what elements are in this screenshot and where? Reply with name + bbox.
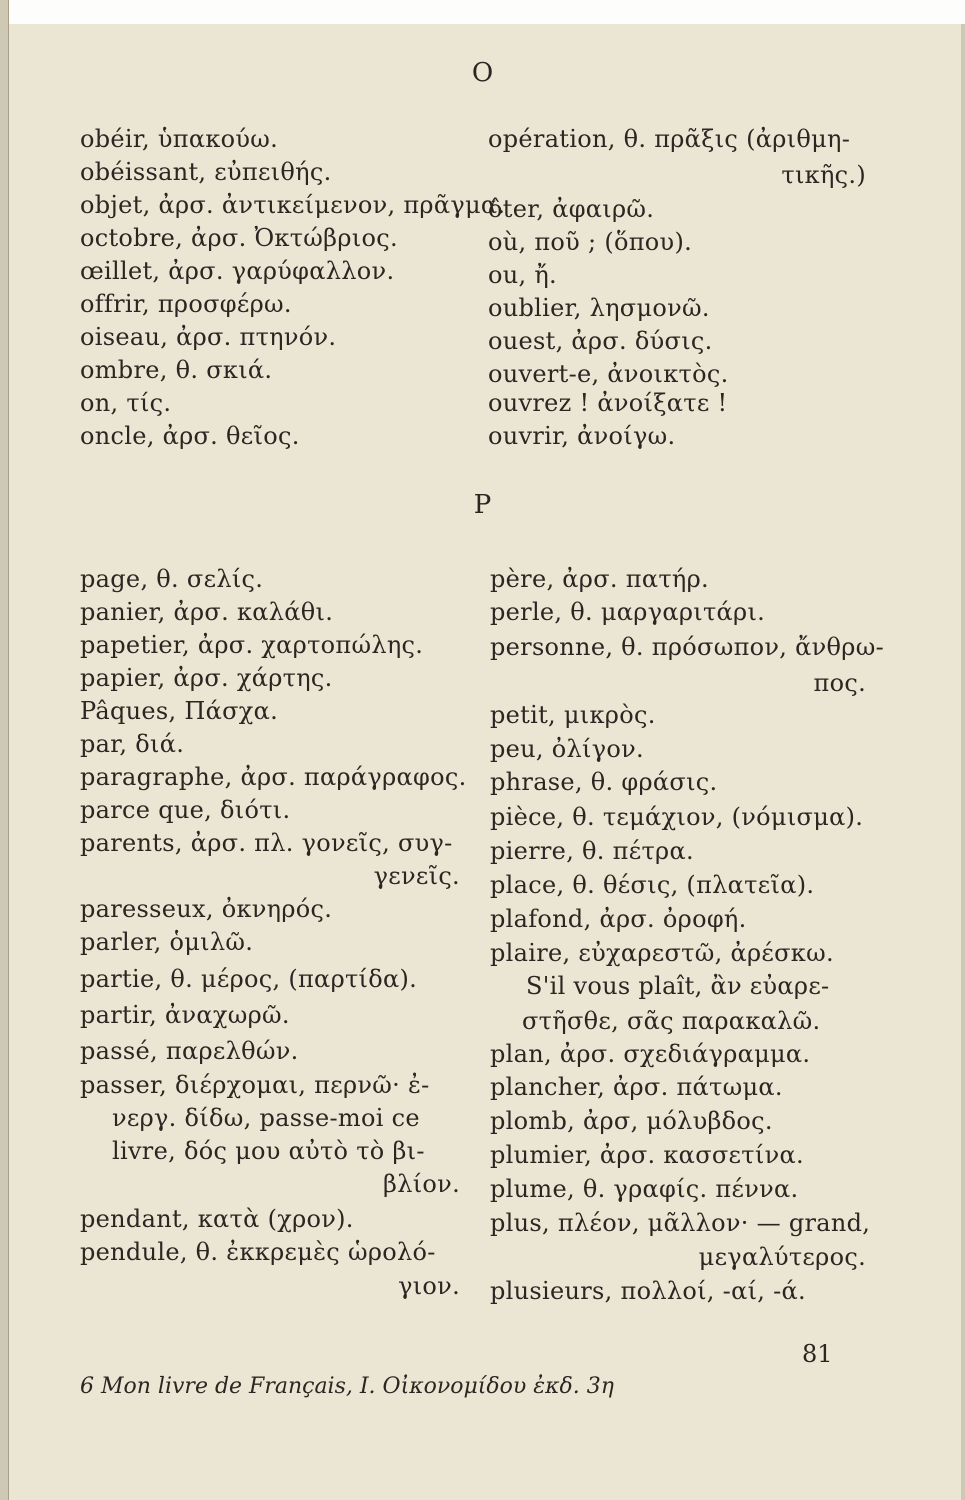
entry-line: peu, ὀλίγον.	[490, 735, 644, 763]
entry-line: place, θ. θέσις, (πλατεῖα).	[490, 871, 815, 899]
entry-line: père, ἀρσ. πατήρ.	[490, 565, 709, 593]
entry-line: obéir, ὑπακούω.	[80, 125, 279, 153]
entry-line: paresseux, ὀκνηρός.	[80, 895, 333, 923]
scan-top-edge	[0, 0, 965, 24]
entry-line: on, τίς.	[80, 389, 172, 417]
entry-line: γενεῖς.	[373, 862, 460, 890]
entry-line: livre, δός μου αὐτὸ τὸ βι-	[112, 1137, 425, 1165]
entry-line: Pâques, Πάσχα.	[80, 697, 279, 725]
entry-line: par, διά.	[80, 730, 185, 758]
entry-line: octobre, ἀρσ. Ὀκτώβριος.	[80, 224, 398, 252]
entry-line: partir, ἀναχωρῶ.	[80, 1001, 290, 1029]
entry-line: page, θ. σελίς.	[80, 565, 264, 593]
entry-line: oublier, λησμονῶ.	[488, 294, 710, 322]
page-number: 81	[802, 1340, 833, 1368]
entry-line: πος.	[813, 669, 866, 697]
entry-line: γιον.	[398, 1272, 460, 1300]
entry-line: papetier, ἀρσ. χαρτοπώλης.	[80, 631, 424, 659]
entry-line: oncle, ἀρσ. θεῖος.	[80, 422, 300, 450]
entry-line: opération, θ. πρᾶξις (ἀριθμη-	[488, 125, 851, 153]
entry-line: ou, ἤ.	[488, 261, 557, 289]
entry-line: τικῆς.)	[781, 161, 866, 189]
entry-line: plancher, ἀρσ. πάτωμα.	[490, 1073, 783, 1101]
book-spine-edge	[0, 0, 9, 1500]
entry-line: plaire, εὐχαρεστῶ, ἀρέσκω.	[490, 939, 834, 967]
entry-line: papier, ἀρσ. χάρτης.	[80, 664, 333, 692]
entry-line: obéissant, εὐπειθής.	[80, 158, 332, 186]
entry-line: S'il vous plaît, ἂν εὐαρε-	[526, 972, 830, 1000]
page-right-edge	[961, 24, 965, 1500]
entry-line: objet, ἀρσ. ἀντικείμενον, πρᾶγμα.	[80, 191, 506, 219]
entry-line: plume, θ. γραφίς. πέννα.	[490, 1175, 799, 1203]
entry-line: ouvrez ! ἀνοίξατε !	[488, 389, 728, 417]
entry-line: panier, ἀρσ. καλάθι.	[80, 598, 334, 626]
entry-line: plan, ἀρσ. σχεδιάγραμμα.	[490, 1040, 811, 1068]
section-letter-o: O	[471, 58, 494, 88]
entry-line: petit, μικρὸς.	[490, 701, 656, 729]
entry-line: στῆσθε, σᾶς παρακαλῶ.	[522, 1007, 821, 1035]
entry-line: pendule, θ. ἐκκρεμὲς ὡρολό-	[80, 1238, 436, 1266]
entry-line: plomb, ἀρσ, μόλυβδος.	[490, 1107, 773, 1135]
entry-line: νεργ. δίδω, passe-moi ce	[112, 1104, 420, 1132]
entry-line: perle, θ. μαργαριτάρι.	[490, 598, 766, 626]
entry-line: passer, διέρχομαι, περνῶ· ἐ-	[80, 1071, 430, 1099]
entry-line: ôter, ἀφαιρῶ.	[488, 195, 655, 223]
entry-line: personne, θ. πρόσωπον, ἄνθρω-	[490, 633, 884, 661]
entry-line: œillet, ἀρσ. γαρύφαλλον.	[80, 257, 395, 285]
entry-line: où, ποῦ ; (ὅπου).	[488, 228, 693, 256]
entry-line: pièce, θ. τεμάχιον, (νόμισμα).	[490, 803, 864, 831]
entry-line: passé, παρελθών.	[80, 1037, 299, 1065]
entry-line: plafond, ἀρσ. ὀροφή.	[490, 905, 747, 933]
entry-line: ouvrir, ἀνοίγω.	[488, 422, 676, 450]
entry-line: plus, πλέον, μᾶλλον· — grand,	[490, 1209, 871, 1237]
entry-line: offrir, προσφέρω.	[80, 290, 292, 318]
entry-line: plumier, ἀρσ. κασσετίνα.	[490, 1141, 804, 1169]
entry-line: plusieurs, πολλοί, -αί, -ά.	[490, 1277, 806, 1305]
entry-line: pendant, κατὰ (χρον).	[80, 1205, 354, 1233]
entry-line: partie, θ. μέρος, (παρτίδα).	[80, 965, 418, 993]
entry-line: pierre, θ. πέτρα.	[490, 837, 694, 865]
entry-line: paragraphe, ἀρσ. παράγραφος.	[80, 763, 467, 791]
entry-line: parents, ἀρσ. πλ. γονεῖς, συγ-	[80, 829, 453, 857]
entry-line: βλίον.	[383, 1170, 460, 1198]
entry-line: oiseau, ἀρσ. πτηνόν.	[80, 323, 337, 351]
footer-imprint: 6 Mon livre de Français, I. Οἰκονομίδου ἐκδ. 3η	[80, 1374, 614, 1399]
entry-line: ouest, ἀρσ. δύσις.	[488, 327, 713, 355]
entry-line: μεγαλύτερος.	[698, 1243, 866, 1271]
section-letter-p: P	[473, 490, 492, 520]
entry-line: parler, ὁμιλῶ.	[80, 928, 254, 956]
entry-line: parce que, διότι.	[80, 796, 291, 824]
entry-line: phrase, θ. φράσις.	[490, 768, 718, 796]
entry-line: ouvert-e, ἀνοικτὸς.	[488, 360, 729, 388]
entry-line: ombre, θ. σκιά.	[80, 356, 273, 384]
